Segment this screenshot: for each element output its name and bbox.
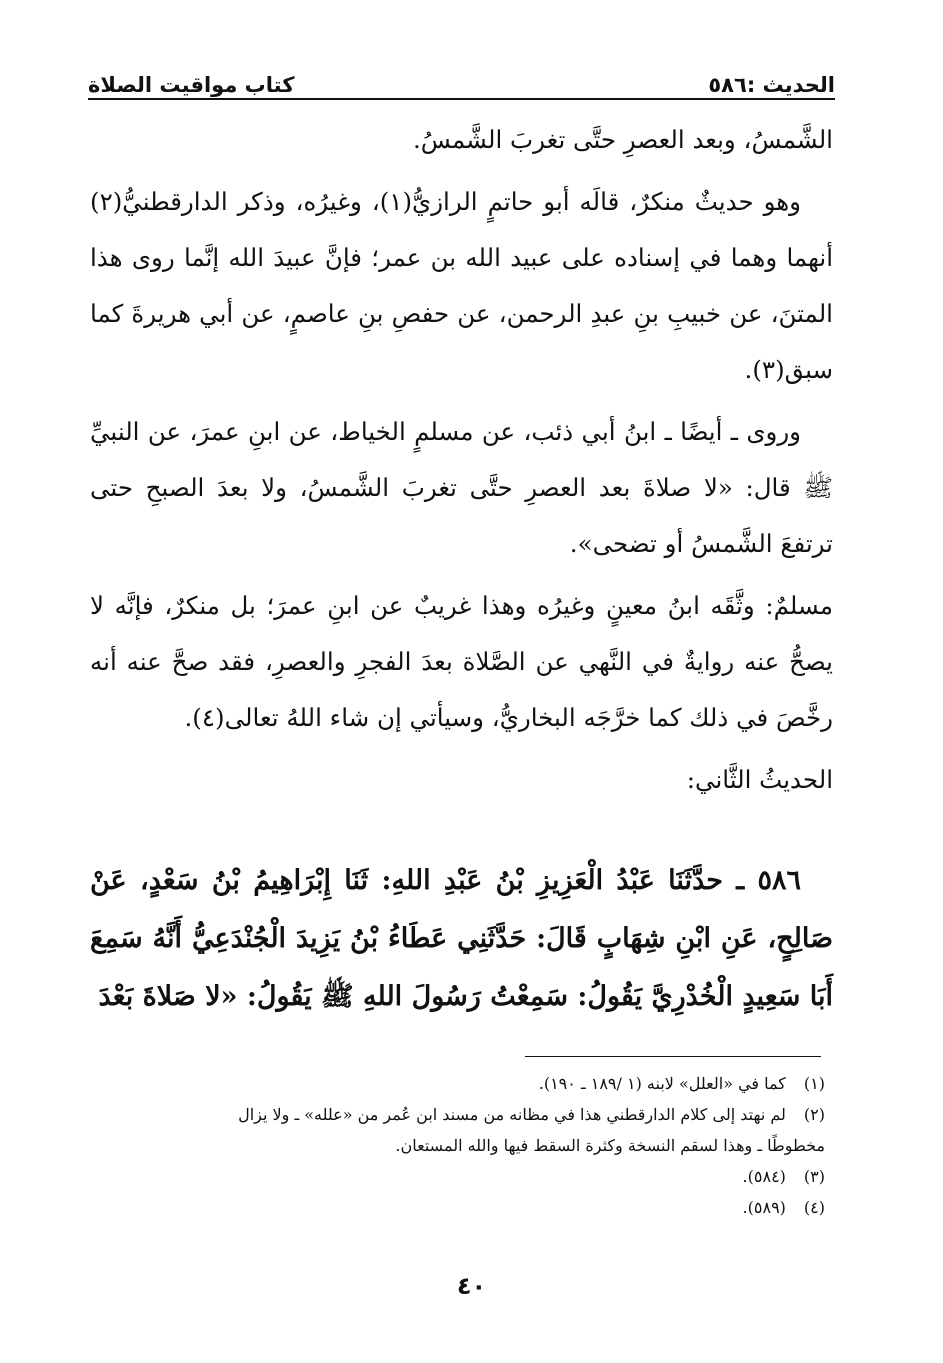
header-hadith-number: الحديث :٥٨٦: [708, 73, 835, 97]
footnote-text: لم نهتد إلى كلام الدارقطني هذا في مظانه من مسند ابن عُمر من «علله» ـ ولا يزال: [238, 1105, 786, 1124]
footnote-text: (٥٨٤).: [742, 1167, 786, 1186]
footnote-1: [88, 1068, 825, 1099]
footnote-text: (٥٨٩).: [742, 1198, 786, 1217]
footnote-number: (٣): [803, 1167, 825, 1186]
footnote-number: (٢): [803, 1105, 825, 1124]
paragraph-4: مسلمٌ: وثَّقَه ابنُ معينٍ وغيرُه وهذا غريبٌ عن ابنِ عمرَ؛ بل منكرٌ، فإنَّه لا يصحُّ عنه روايةٌ في النَّهي عن الصَّلاة بعدَ الفجرِ والعصرِ، فقد صحَّ عنه أنه رخَّصَ في ذلك كما خرَّجَه البخاريُّ، وسيأتي إن شاء اللهُ تعالى(٤).: [90, 591, 833, 732]
running-header: [88, 60, 835, 96]
footnote-2: [88, 1099, 825, 1130]
footnote-text: كما في «العلل» لابنه (١ /١٨٩ ـ ١٩٠).: [538, 1074, 786, 1093]
section-heading: الحديثُ الثَّاني:: [686, 765, 833, 794]
footnote-2-continuation: مخطوطًا ـ وهذا لسقم النسخة وكثرة السقط فيها والله المستعان.: [395, 1136, 825, 1155]
footnote-number: (٤): [803, 1198, 825, 1217]
footnote-3: [88, 1161, 825, 1192]
paragraph-3: وروى ـ أيضًا ـ ابنُ أبي ذئب، عن مسلمٍ الخياط، عن ابنِ عمرَ، عن النبيِّ ﷺ قال: «لا صلاةَ بعد العصرِ حتَّى تغربَ الشَّمسُ، ولا بعدَ الصبحِ حتى ترتفعَ الشَّمسُ أو تضحى».: [90, 417, 833, 558]
page-number: ٤٠: [456, 1272, 487, 1300]
hadith-paragraph: ٥٨٦ ـ حدَّثَنَا عَبْدُ الْعَزِيزِ بْنُ عَبْدِ اللهِ: ثَنَا إِبْرَاهِيمُ بْنُ سَعْدٍ، عَنْ صَالِحٍ، عَنِ ابْنِ شِهَابٍ قَالَ: حَدَّثَنِي عَطَاءُ بْنُ يَزِيدَ الْجُنْدَعِيُّ أَنَّهُ سَمِعَ أَبَا سَعِيدٍ الْخُدْرِيَّ يَقُولُ: سَمِعْتُ رَسُولَ اللهِ ﷺ يَقُولُ: «لا صَلاةَ بَعْدَ: [90, 865, 833, 1012]
paragraph-2: وهو حديثٌ منكرٌ، قالَه أبو حاتمٍ الرازيُّ(١)، وغيرُه، وذكر الدارقطنيُّ(٢) أنهما وهما في إسناده على عبيد الله بن عمر؛ فإنَّ عبيدَ الله إنَّما روى هذا المتنَ، عن خبيبِ بنِ عبدِ الرحمن، عن حفصِ بنِ عاصمٍ، عن أبي هريرةَ كما سبق(٣).: [90, 187, 833, 384]
hadith-text: [90, 852, 833, 1026]
footnote-number: (١): [803, 1074, 825, 1093]
paragraph-1: الشَّمسُ، وبعد العصرِ حتَّى تغربَ الشَّمسُ.: [412, 125, 833, 154]
footnote-rule: [525, 1056, 821, 1057]
header-book-title: كتاب مواقيت الصلاة: [88, 73, 295, 97]
footnote-4: [88, 1192, 825, 1223]
footnotes: [88, 1068, 825, 1223]
header-rule: [88, 98, 835, 100]
main-text: [90, 112, 833, 814]
